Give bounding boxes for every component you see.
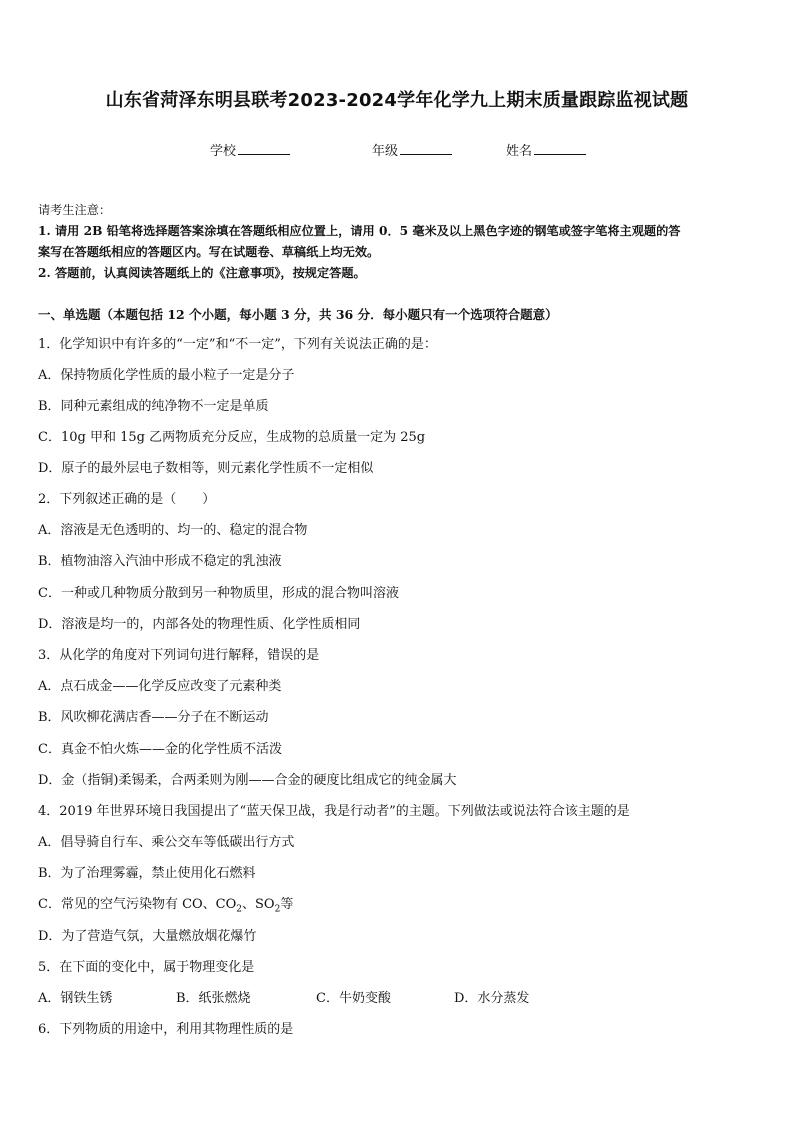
q4-stem: 4．2019 年世界环境日我国提出了“蓝天保卫战，我是行动者”的主题。下列做法或说法符合该主题的是 — [38, 804, 630, 819]
q6-stem: 6．下列物质的用途中，利用其物理性质的是 — [38, 1022, 294, 1037]
notice-heading: 请考生注意： — [38, 203, 112, 217]
grade-field — [372, 140, 452, 159]
school-blank[interactable] — [238, 142, 290, 155]
q4-option-b: B．为了治理雾霾，禁止使用化石燃料 — [38, 866, 256, 881]
name-blank[interactable] — [534, 142, 586, 155]
page-title: 山东省菏泽东明县联考2023-2024学年化学九上期末质量跟踪监视试题 — [105, 90, 689, 111]
q2-option-d: D．溶液是均一的，内部各处的物理性质、化学性质相同 — [38, 617, 361, 632]
name-label: 姓名 — [506, 144, 533, 159]
q1-stem: 1．化学知识中有许多的“一定”和“不一定”，下列有关说法正确的是： — [38, 337, 437, 352]
notice-item-1a: 1. 请用 2B 铅笔将选择题答案涂填在答题纸相应位置上，请用 0．5 毫米及以上黑色字迹的钢笔或签字笔将主观题的答 — [38, 224, 681, 238]
notice-block — [38, 200, 760, 284]
q2-stem: 2．下列叙述正确的是（ ） — [38, 492, 216, 507]
q3-option-b: B．风吹柳花满店香——分子在不断运动 — [38, 710, 269, 725]
section-heading: 一、单选题（本题包括 12 个小题，每小题 3 分，共 36 分．每小题只有一个选项符合题意） — [38, 307, 558, 322]
q5-option-c: C．牛奶变酸 — [316, 991, 391, 1006]
grade-blank[interactable] — [400, 142, 452, 155]
school-field — [210, 140, 290, 159]
q4-option-c-sub2: 2 — [274, 904, 281, 915]
q1-option-c: C．10g 甲和 15g 乙两物质充分反应，生成物的总质量一定为 25g — [38, 430, 426, 445]
grade-label: 年级 — [372, 144, 399, 159]
notice-item-1b: 案写在答题纸相应的答题区内。写在试题卷、草稿纸上均无效。 — [38, 245, 380, 259]
q1-option-b: B．同种元素组成的纯净物不一定是单质 — [38, 399, 269, 414]
q3-stem: 3．从化学的角度对下列词句进行解释，错误的是 — [38, 648, 320, 663]
q4-option-c — [38, 893, 293, 915]
q1-option-a: A．保持物质化学性质的最小粒子一定是分子 — [38, 368, 295, 383]
q3-option-c: C．真金不怕火炼——金的化学性质不活泼 — [38, 742, 282, 757]
q5-option-d: D．水分蒸发 — [454, 991, 530, 1006]
q5-options — [38, 987, 529, 1006]
q4-option-a: A．倡导骑自行车、乘公交车等低碳出行方式 — [38, 835, 295, 850]
notice-item-2: 2. 答题前，认真阅读答题纸上的《注意事项》，按规定答题。 — [38, 266, 366, 280]
q5-stem: 5．在下面的变化中，属于物理变化是 — [38, 960, 255, 975]
q4-option-c-post: 等 — [280, 897, 294, 912]
q5-option-a: A．钢铁生锈 — [38, 991, 113, 1006]
q2-option-b: B．植物油溶入汽油中形成不稳定的乳浊液 — [38, 554, 282, 569]
q2-option-a: A．溶液是无色透明的、均一的、稳定的混合物 — [38, 523, 308, 538]
q4-option-c-sub1: 2 — [236, 904, 243, 915]
q3-option-d: D．金（指铜)柔锡柔，合两柔则为刚——合金的硬度比组成它的纯金属大 — [38, 773, 457, 788]
q5-option-b: B．纸张燃烧 — [176, 991, 251, 1006]
q3-option-a: A．点石成金——化学反应改变了元素种类 — [38, 679, 282, 694]
q4-option-c-pre: C．常见的空气污染物有 CO、CO — [38, 897, 237, 912]
name-field — [506, 140, 586, 159]
q1-option-d: D．原子的最外层电子数相等，则元素化学性质不一定相似 — [38, 461, 374, 476]
school-label: 学校 — [210, 144, 237, 159]
q4-option-c-mid: 、SO — [242, 897, 275, 912]
q2-option-c: C．一种或几种物质分散到另一种物质里，形成的混合物叫溶液 — [38, 586, 399, 601]
q4-option-d: D．为了营造气氛，大量燃放烟花爆竹 — [38, 929, 257, 944]
